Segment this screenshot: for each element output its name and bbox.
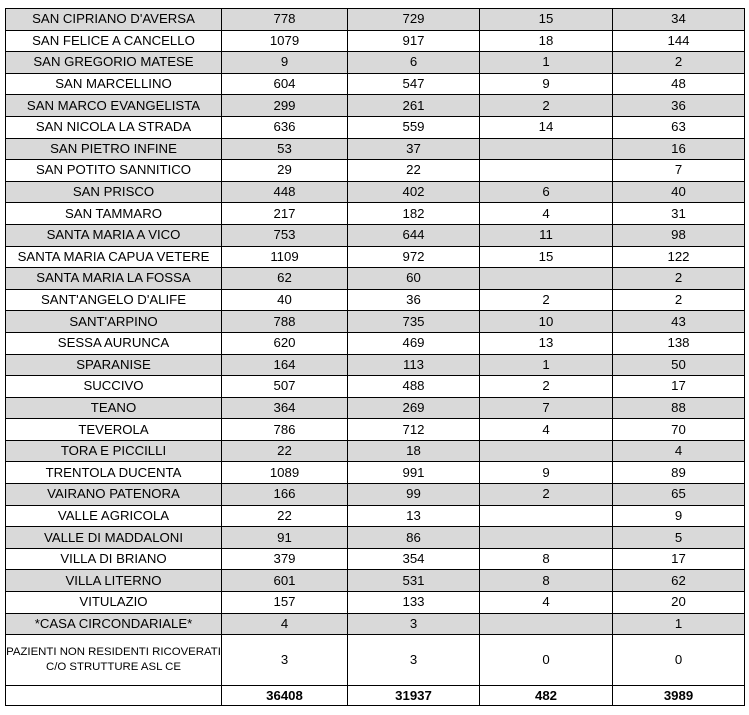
table-row <box>6 246 745 268</box>
table-row <box>6 440 745 462</box>
municipality-name-cell: SAN CIPRIANO D'AVERSA <box>6 9 222 31</box>
value-cell-c1: 53 <box>222 138 348 160</box>
value-cell-c4: 40 <box>613 181 745 203</box>
value-cell-c1: 217 <box>222 203 348 225</box>
value-cell-c1: 9 <box>222 52 348 74</box>
value-cell-c2: 469 <box>348 332 480 354</box>
value-cell-c1: 786 <box>222 419 348 441</box>
table-row <box>6 527 745 549</box>
value-cell-c3: 1 <box>480 354 613 376</box>
value-cell-c3: 15 <box>480 246 613 268</box>
table-row <box>6 332 745 354</box>
municipality-name-cell: SAN POTITO SANNITICO <box>6 160 222 182</box>
value-cell-c1: 62 <box>222 268 348 290</box>
municipality-name-cell: SANTA MARIA CAPUA VETERE <box>6 246 222 268</box>
value-cell-c2: 354 <box>348 548 480 570</box>
value-cell-c2: 729 <box>348 9 480 31</box>
municipality-name-cell: SAN PRISCO <box>6 181 222 203</box>
value-cell-c3: 13 <box>480 332 613 354</box>
value-cell-c2: 99 <box>348 484 480 506</box>
table-row <box>6 419 745 441</box>
municipality-name-cell: TEVEROLA <box>6 419 222 441</box>
value-cell-c2: 261 <box>348 95 480 117</box>
value-cell-c3 <box>480 613 613 635</box>
value-cell-c3: 15 <box>480 9 613 31</box>
table-row <box>6 462 745 484</box>
total-cell-c3: 482 <box>480 686 613 706</box>
municipality-name-cell: TEANO <box>6 397 222 419</box>
value-cell-c3: 7 <box>480 397 613 419</box>
table-row <box>6 354 745 376</box>
municipality-name-cell: SANTA MARIA A VICO <box>6 224 222 246</box>
value-cell-c1: 29 <box>222 160 348 182</box>
value-cell-c4: 2 <box>613 289 745 311</box>
value-cell-c2: 6 <box>348 52 480 74</box>
municipality-name-cell: SAN MARCO EVANGELISTA <box>6 95 222 117</box>
table-row <box>6 138 745 160</box>
value-cell-c3 <box>480 527 613 549</box>
table-row <box>6 613 745 635</box>
value-cell-c4: 20 <box>613 592 745 614</box>
table-row <box>6 397 745 419</box>
value-cell-c3: 18 <box>480 30 613 52</box>
value-cell-c4: 43 <box>613 311 745 333</box>
municipality-name-cell: TRENTOLA DUCENTA <box>6 462 222 484</box>
municipality-name-cell: SUCCIVO <box>6 376 222 398</box>
value-cell-c1: 753 <box>222 224 348 246</box>
value-cell-c3: 2 <box>480 95 613 117</box>
value-cell-c1: 604 <box>222 73 348 95</box>
value-cell-c2: 559 <box>348 116 480 138</box>
value-cell-c1: 379 <box>222 548 348 570</box>
municipality-name-cell: SAN NICOLA LA STRADA <box>6 116 222 138</box>
value-cell-c3: 2 <box>480 484 613 506</box>
value-cell-c1: 778 <box>222 9 348 31</box>
value-cell-c3 <box>480 138 613 160</box>
value-cell-c4: 9 <box>613 505 745 527</box>
value-cell-c4: 62 <box>613 570 745 592</box>
value-cell-c4: 138 <box>613 332 745 354</box>
value-cell-c4: 48 <box>613 73 745 95</box>
value-cell-c1: 364 <box>222 397 348 419</box>
municipality-name-cell: SAN FELICE A CANCELLO <box>6 30 222 52</box>
table-row <box>6 592 745 614</box>
value-cell-c3: 4 <box>480 203 613 225</box>
table-row <box>6 268 745 290</box>
value-cell-c4: 36 <box>613 95 745 117</box>
table-row <box>6 116 745 138</box>
value-cell-c2: 37 <box>348 138 480 160</box>
value-cell-c3: 0 <box>480 635 613 686</box>
value-cell-c2: 60 <box>348 268 480 290</box>
value-cell-c1: 507 <box>222 376 348 398</box>
value-cell-c4: 63 <box>613 116 745 138</box>
value-cell-c2: 3 <box>348 613 480 635</box>
value-cell-c3: 11 <box>480 224 613 246</box>
municipality-name-cell: SANT'ARPINO <box>6 311 222 333</box>
value-cell-c1: 91 <box>222 527 348 549</box>
value-cell-c3: 4 <box>480 592 613 614</box>
value-cell-c2: 3 <box>348 635 480 686</box>
municipality-name-cell: SANTA MARIA LA FOSSA <box>6 268 222 290</box>
total-cell-c1: 36408 <box>222 686 348 706</box>
value-cell-c3: 10 <box>480 311 613 333</box>
value-cell-c3 <box>480 440 613 462</box>
value-cell-c4: 17 <box>613 376 745 398</box>
value-cell-c4: 16 <box>613 138 745 160</box>
value-cell-c3: 9 <box>480 73 613 95</box>
value-cell-c2: 36 <box>348 289 480 311</box>
value-cell-c4: 0 <box>613 635 745 686</box>
value-cell-c3: 8 <box>480 548 613 570</box>
municipality-name-cell: SANT'ANGELO D'ALIFE <box>6 289 222 311</box>
value-cell-c4: 98 <box>613 224 745 246</box>
value-cell-c3 <box>480 505 613 527</box>
value-cell-c1: 601 <box>222 570 348 592</box>
total-cell-c4: 3989 <box>613 686 745 706</box>
value-cell-c2: 86 <box>348 527 480 549</box>
value-cell-c2: 13 <box>348 505 480 527</box>
value-cell-c2: 182 <box>348 203 480 225</box>
value-cell-c4: 5 <box>613 527 745 549</box>
municipality-name-cell: SAN MARCELLINO <box>6 73 222 95</box>
table-row <box>6 505 745 527</box>
municipality-name-cell: SPARANISE <box>6 354 222 376</box>
municipality-name-cell: SAN GREGORIO MATESE <box>6 52 222 74</box>
table-row <box>6 95 745 117</box>
value-cell-c1: 299 <box>222 95 348 117</box>
municipality-name-cell: VALLE AGRICOLA <box>6 505 222 527</box>
table-row <box>6 181 745 203</box>
value-cell-c2: 488 <box>348 376 480 398</box>
table-row <box>6 224 745 246</box>
table-row <box>6 570 745 592</box>
value-cell-c1: 1079 <box>222 30 348 52</box>
value-cell-c1: 448 <box>222 181 348 203</box>
municipality-name-cell: VILLA LITERNO <box>6 570 222 592</box>
value-cell-c4: 7 <box>613 160 745 182</box>
non-resident-label-cell: PAZIENTI NON RESIDENTI RICOVERATI C/O STRUTTURE ASL CE <box>6 635 222 686</box>
value-cell-c2: 644 <box>348 224 480 246</box>
value-cell-c2: 269 <box>348 397 480 419</box>
table-row <box>6 484 745 506</box>
municipality-name-cell: SAN PIETRO INFINE <box>6 138 222 160</box>
value-cell-c3: 2 <box>480 289 613 311</box>
value-cell-c1: 1089 <box>222 462 348 484</box>
table-row <box>6 376 745 398</box>
table-row <box>6 311 745 333</box>
value-cell-c2: 402 <box>348 181 480 203</box>
municipality-name-cell: SESSA AURUNCA <box>6 332 222 354</box>
table-row <box>6 52 745 74</box>
value-cell-c3: 6 <box>480 181 613 203</box>
value-cell-c3: 2 <box>480 376 613 398</box>
value-cell-c2: 531 <box>348 570 480 592</box>
non-resident-patients-row <box>6 635 745 686</box>
total-cell-c2: 31937 <box>348 686 480 706</box>
data-table-sheet <box>5 8 744 706</box>
municipality-name-cell: VILLA DI BRIANO <box>6 548 222 570</box>
table-row <box>6 548 745 570</box>
value-cell-c3 <box>480 268 613 290</box>
value-cell-c1: 636 <box>222 116 348 138</box>
table-row <box>6 203 745 225</box>
value-cell-c4: 89 <box>613 462 745 484</box>
value-cell-c4: 70 <box>613 419 745 441</box>
table-row <box>6 73 745 95</box>
value-cell-c2: 113 <box>348 354 480 376</box>
table-body <box>6 9 745 706</box>
value-cell-c1: 22 <box>222 440 348 462</box>
totals-label-cell <box>6 686 222 706</box>
municipality-table <box>5 8 745 706</box>
value-cell-c1: 40 <box>222 289 348 311</box>
value-cell-c4: 17 <box>613 548 745 570</box>
value-cell-c3: 1 <box>480 52 613 74</box>
value-cell-c4: 2 <box>613 268 745 290</box>
table-row <box>6 289 745 311</box>
table-row <box>6 9 745 31</box>
value-cell-c4: 50 <box>613 354 745 376</box>
value-cell-c3: 9 <box>480 462 613 484</box>
municipality-name-cell: VALLE DI MADDALONI <box>6 527 222 549</box>
value-cell-c1: 620 <box>222 332 348 354</box>
municipality-name-cell: TORA E PICCILLI <box>6 440 222 462</box>
value-cell-c4: 2 <box>613 52 745 74</box>
value-cell-c1: 1109 <box>222 246 348 268</box>
value-cell-c4: 31 <box>613 203 745 225</box>
value-cell-c1: 166 <box>222 484 348 506</box>
municipality-name-cell: *CASA CIRCONDARIALE* <box>6 613 222 635</box>
value-cell-c1: 164 <box>222 354 348 376</box>
value-cell-c1: 788 <box>222 311 348 333</box>
value-cell-c2: 917 <box>348 30 480 52</box>
value-cell-c1: 22 <box>222 505 348 527</box>
value-cell-c3: 14 <box>480 116 613 138</box>
value-cell-c2: 547 <box>348 73 480 95</box>
value-cell-c3 <box>480 160 613 182</box>
value-cell-c1: 3 <box>222 635 348 686</box>
value-cell-c2: 991 <box>348 462 480 484</box>
value-cell-c4: 1 <box>613 613 745 635</box>
value-cell-c3: 4 <box>480 419 613 441</box>
value-cell-c2: 712 <box>348 419 480 441</box>
totals-row <box>6 686 745 706</box>
municipality-name-cell: VAIRANO PATENORA <box>6 484 222 506</box>
value-cell-c4: 4 <box>613 440 745 462</box>
value-cell-c3: 8 <box>480 570 613 592</box>
value-cell-c2: 133 <box>348 592 480 614</box>
table-row <box>6 160 745 182</box>
value-cell-c1: 157 <box>222 592 348 614</box>
value-cell-c1: 4 <box>222 613 348 635</box>
value-cell-c4: 144 <box>613 30 745 52</box>
table-row <box>6 30 745 52</box>
value-cell-c4: 122 <box>613 246 745 268</box>
value-cell-c2: 22 <box>348 160 480 182</box>
municipality-name-cell: VITULAZIO <box>6 592 222 614</box>
value-cell-c4: 34 <box>613 9 745 31</box>
value-cell-c4: 65 <box>613 484 745 506</box>
value-cell-c2: 735 <box>348 311 480 333</box>
municipality-name-cell: SAN TAMMARO <box>6 203 222 225</box>
value-cell-c4: 88 <box>613 397 745 419</box>
value-cell-c2: 972 <box>348 246 480 268</box>
value-cell-c2: 18 <box>348 440 480 462</box>
